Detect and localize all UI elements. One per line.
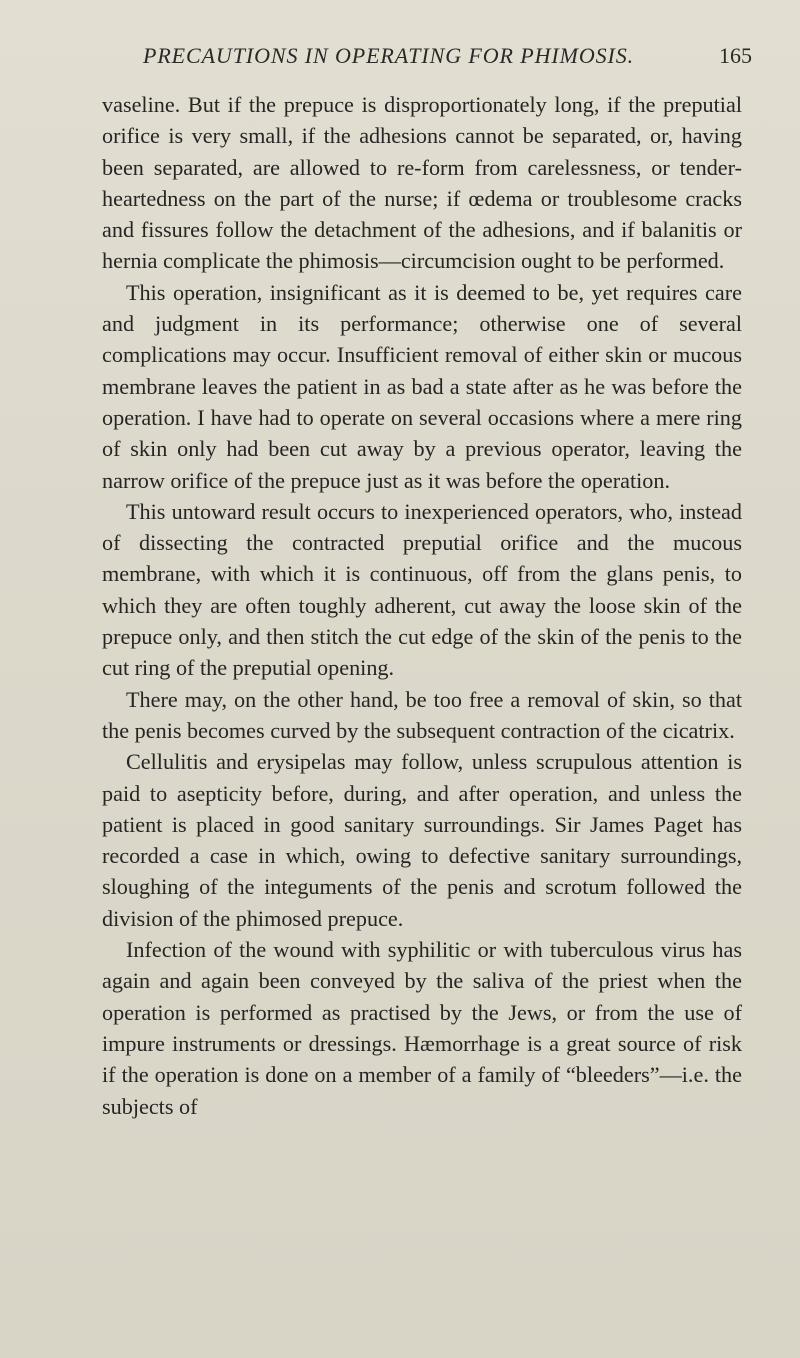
paragraph: Infection of the wound with syphilitic or with tuberculous virus has again and again been conveyed by the saliva of the priest when the operation is performed as practised by the Jews, or from the use of impure instruments or dressings. Hæmorrhage is a great source of risk if the operation is done on a member of a family of “bleeders”—i.e. the subjects of <box>102 937 742 1119</box>
paragraph: This operation, insignificant as it is deemed to be, yet requires care and judgment in its performance; otherwise one of several complications may occur. Insufficient removal of either skin or mucous membrane leaves the patient in as bad a state after as he was before the operation. I have had to operate on several occasions where a mere ring of skin only had been cut away by a previous operator, leaving the narrow orifice of the prepuce just as it was before the operation. <box>102 279 742 493</box>
paragraph: There may, on the other hand, be too free a removal of skin, so that the penis becomes curved by the subsequent contraction of the cicatrix. <box>102 686 742 743</box>
paragraph: Cellulitis and erysipelas may follow, unless scrupulous attention is paid to asepticity before, during, and after operation, and unless the patient is placed in good sanitary surroundings. Sir James Paget has recorded a case in which, owing to defective sanitary surroundings, sloughing of the integuments of the penis and scrotum followed the division of the phimosed prepuce. <box>102 749 742 931</box>
body-text <box>102 89 742 1122</box>
paragraph: This untoward result occurs to inexperienced operators, who, instead of dissecting the contracted preputial orifice and the mucous membrane, with which it is continuous, off from the glans penis, to which they are often toughly adherent, cut away the loose skin of the prepuce only, and then stitch the cut edge of the skin of the penis to the cut ring of the preputial opening. <box>102 498 742 681</box>
paragraph: vaseline. But if the prepuce is disproportionately long, if the preputial orifice is very small, if the adhesions cannot be separated, or, having been separated, are allowed to re-form from carelessness, or tender-heartedness on the part of the nurse; if œdema or troublesome cracks and fissures follow the detachment of the adhesions, and if balanitis or hernia complicate the phimosis—circumcision ought to be performed. <box>102 92 742 274</box>
running-title: PRECAUTIONS IN OPERATING FOR PHIMOSIS. <box>143 43 635 68</box>
running-head <box>143 43 760 71</box>
page-number: 165 <box>719 43 752 68</box>
